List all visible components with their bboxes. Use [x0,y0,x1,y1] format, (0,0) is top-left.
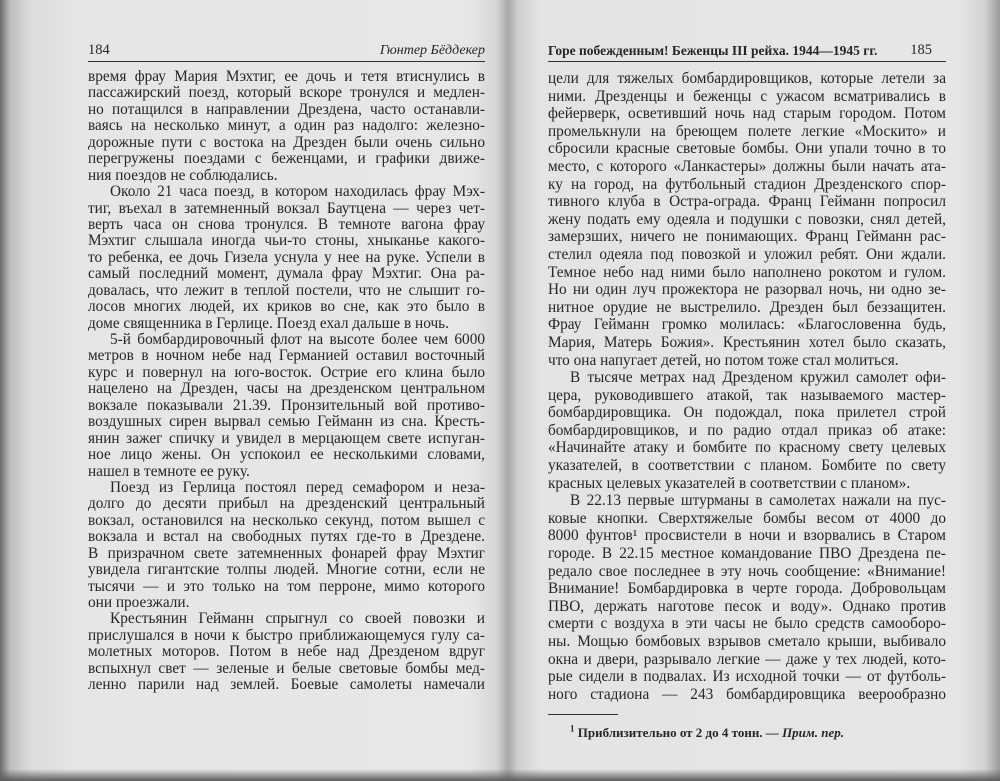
text-line: нашел в темноте ее руку. [88,462,250,480]
paragraph [88,611,485,693]
text-line: бомбардировщиков, и по радио отдал приказ об атаке: [548,421,946,439]
text-line: курс и повернул на юго-восток. Острие его клина было [88,363,485,381]
text-line: вокзала и встал на свободных путях где-то в Дрездене. [88,528,485,546]
text-line: лосов многих людей, их криков во сне, как это было в [88,298,485,316]
text-line: доме священника в Герлице. Поезд ехал дальше в ночь. [88,314,449,332]
text-line: молетных моторов. Потом в небе над Дрезденом вдруг [88,643,485,661]
text-line: вспыхнул свет — зеленые и белые световые бомбы мед- [88,659,485,677]
text-line: В тысяче метрах над Дрезденом кружил самолет офи- [570,369,946,387]
text-line: ваясь на несколько минут, а один раз надолго: железно- [88,117,485,135]
text-line: Фрау Гейманн громко молилась: «Благословенна будь, [548,316,946,334]
text-line: сбросили красные световые бомбы. Они упали точно в то [548,140,946,158]
text-line: Но ни один луч прожектора не разорвал ночь, ни одно зе- [548,281,946,299]
text-line: метров в ночном небе над Германией оставил восточный [88,347,485,365]
footnote-text: Приблизительно от 2 до 4 тонн. — [577,725,779,740]
text-line: красных целевых указателей в соответствии с планом». [548,474,911,492]
running-head: Горе побежденным! Беженцы III рейха. 1944—1945 гг. [548,43,878,58]
text-line: самый последний момент, думала фрау Мэхтиг. Она ра- [88,265,485,283]
text-line: смерти с воздуха в эти часы не было средств самооборо- [548,615,946,633]
text-line: время фрау Мария Мэхтиг, ее дочь и тетя втиснулись в [88,68,485,85]
text-line: окна и двери, разрывало легкие — даже у тех людей, кото- [548,650,946,668]
text-line: Крестьянин Гейманн спрыгнул со своей повозки и [110,610,485,628]
page-number: 184 [88,42,110,58]
text-line: бомбардировщика. Он подождал, пока прилетел строй [548,404,946,422]
text-line: увидела гигантские толпы людей. Многие сотни, если не [88,561,485,579]
page-body [88,69,485,694]
text-line: промелькнули на бреющем полете легкие «Москито» и [548,122,946,140]
text-line: Темное небо над ними было наполнено рокотом и гулом. [548,263,946,281]
text-line: янин зажег спичку и увидел в мерцающем свете испуган- [88,429,485,447]
text-line: ного стадиона — 243 бомбардировщика веерообразно [548,685,946,703]
text-line: ПВО, держать наготове песок и воду». Однако против [548,597,946,615]
text-line: что она напугает детей, но потом тоже стал молиться. [548,351,899,369]
text-line: ное лицо жены. Он успокоил ее несколькими словами, [88,446,485,464]
text-line: вокзале показывали 21.39. Пронзительный вой противо- [88,396,485,414]
text-line: ковые кнопки. Сверхтяжелые бомбы весом от 4000 до [548,509,946,527]
footnote-note: Прим. пер. [782,725,845,740]
text-line: рые сидели в подвалах. Из исходной точки — от футболь- [548,668,946,686]
text-line: В 22.13 первые штурманы в самолетах нажали на пус- [570,492,946,510]
paragraph [548,492,946,703]
text-line: указателей, в соответствии с планом. Бомбите по свету [548,457,946,475]
text-line: редало свое последнее в эту ночь сообщение: «Внимание! [548,562,946,580]
paragraph [88,184,485,332]
text-line: прислушался в ночи к быстро приближающемуся гулу са- [88,626,485,644]
text-line: стелил одеяла под повозкой и уложил ребят. Они ждали. [548,245,946,263]
text-line: верть часа он снова тронулся. В темноте вагона фрау [88,215,485,233]
text-line: тивного клуба в Остра-ограда. Франц Гейманн попросил [548,193,946,211]
text-line: вокзал, остановился на несколько секунд, потом вышел с [88,511,485,529]
scan-edge [0,769,1000,781]
text-line: фейерверк, осветивший ночь над старым городом. Потом [548,105,946,123]
text-line: перегружены поездами с беженцами, и графики движе- [88,150,485,168]
text-line: 5-й бомбардировочный флот на высоте более чем 6000 [110,331,485,348]
text-line: замерзших, ничего не понимающих. Франц Гейманн рас- [548,228,946,246]
text-line: довалась, что лежит в теплой постели, что не слышит го- [88,281,485,299]
text-line: Внимание! Бомбардировка в черте города. Добровольцам [548,580,946,598]
text-line: дорожные пути с востока на Дрезден были очень сильно [88,133,485,151]
text-line: В призрачном свете затемненных фонарей фрау Мэхтиг [88,544,485,562]
running-head: Гюнтер Бёддекер [379,43,485,58]
text-line: нитное орудие не выстрелило. Дрезден был беззащитен. [548,298,946,316]
text-line: ния поездов не соблюдались. [88,166,278,184]
text-line: долго до десяти прибыл на дрезденский центральный [88,495,485,513]
paragraph [88,69,485,184]
text-line: городе. В 22.15 местное командование ПВО Дрездена пе- [548,545,946,563]
text-line: ленно парили над землей. Боевые самолеты намечали [88,676,485,694]
page-body [548,70,946,703]
text-line: тысячи — и это только на том перроне, мимо которого [88,577,485,595]
footnote-rule [548,714,618,715]
text-line: ними. Дрезденцы и беженцы с ужасом всматривались в [548,87,946,105]
footnote [570,725,844,741]
page-header [88,41,485,62]
text-line: «Начинайте атаку и бомбите по красному свету целевых [548,439,946,457]
page-header [548,41,946,62]
text-line: 8000 фунтов¹ просвистели в ночи и взорвались в Старом [548,527,946,545]
paragraph [88,480,485,612]
text-line: нацелено на Дрезден, часы на дрезденском центральном [88,380,485,398]
text-line: то ребенка, ее дочь Гизела уснула у нее на руке. Успели в [88,248,485,266]
paragraph [548,369,946,492]
text-line: жену подать ему одеяла и подушки с повозки, снял детей, [548,210,946,228]
text-line: Около 21 часа поезд, в котором находилась фрау Мэх- [110,183,485,201]
text-line: Поезд из Герлица постоял перед семафором и неза- [110,478,485,496]
page-number: 185 [910,42,932,58]
text-line: пассажирский поезд, который вскоре тронулся и медлен- [88,84,485,102]
text-line: тиг, въехал в затемненный вокзал Баутцена — через чет- [88,199,485,217]
text-line: цера, руководившего атакой, так называемого мастер- [548,386,946,404]
text-line: Мэхтиг слышала иногда чьи-то стоны, хныканье какого- [88,232,485,250]
text-line: место, с которого «Ланкастеры» должны были начать ата- [548,157,946,175]
text-line: они проезжали. [88,594,190,611]
paragraph [548,70,946,369]
text-line: ку на город, на футбольный стадион Дрезденского спор- [548,175,946,193]
text-line: воздушных сирен вырвал семью Гейманн из сна. Кресть- [88,413,485,431]
paragraph [88,332,485,480]
text-line: цели для тяжелых бомбардировщиков, которые летели за [548,70,946,87]
text-line: Мария, Матерь Божия». Крестьянин хотел было сказать, [548,333,946,351]
text-line: но потащился в направлении Дрездена, часто останавли- [88,100,485,118]
text-line: ны. Мощью бомбовых взрывов сметало крыши, выбивало [548,633,946,650]
footnote-marker: 1 [570,723,575,734]
